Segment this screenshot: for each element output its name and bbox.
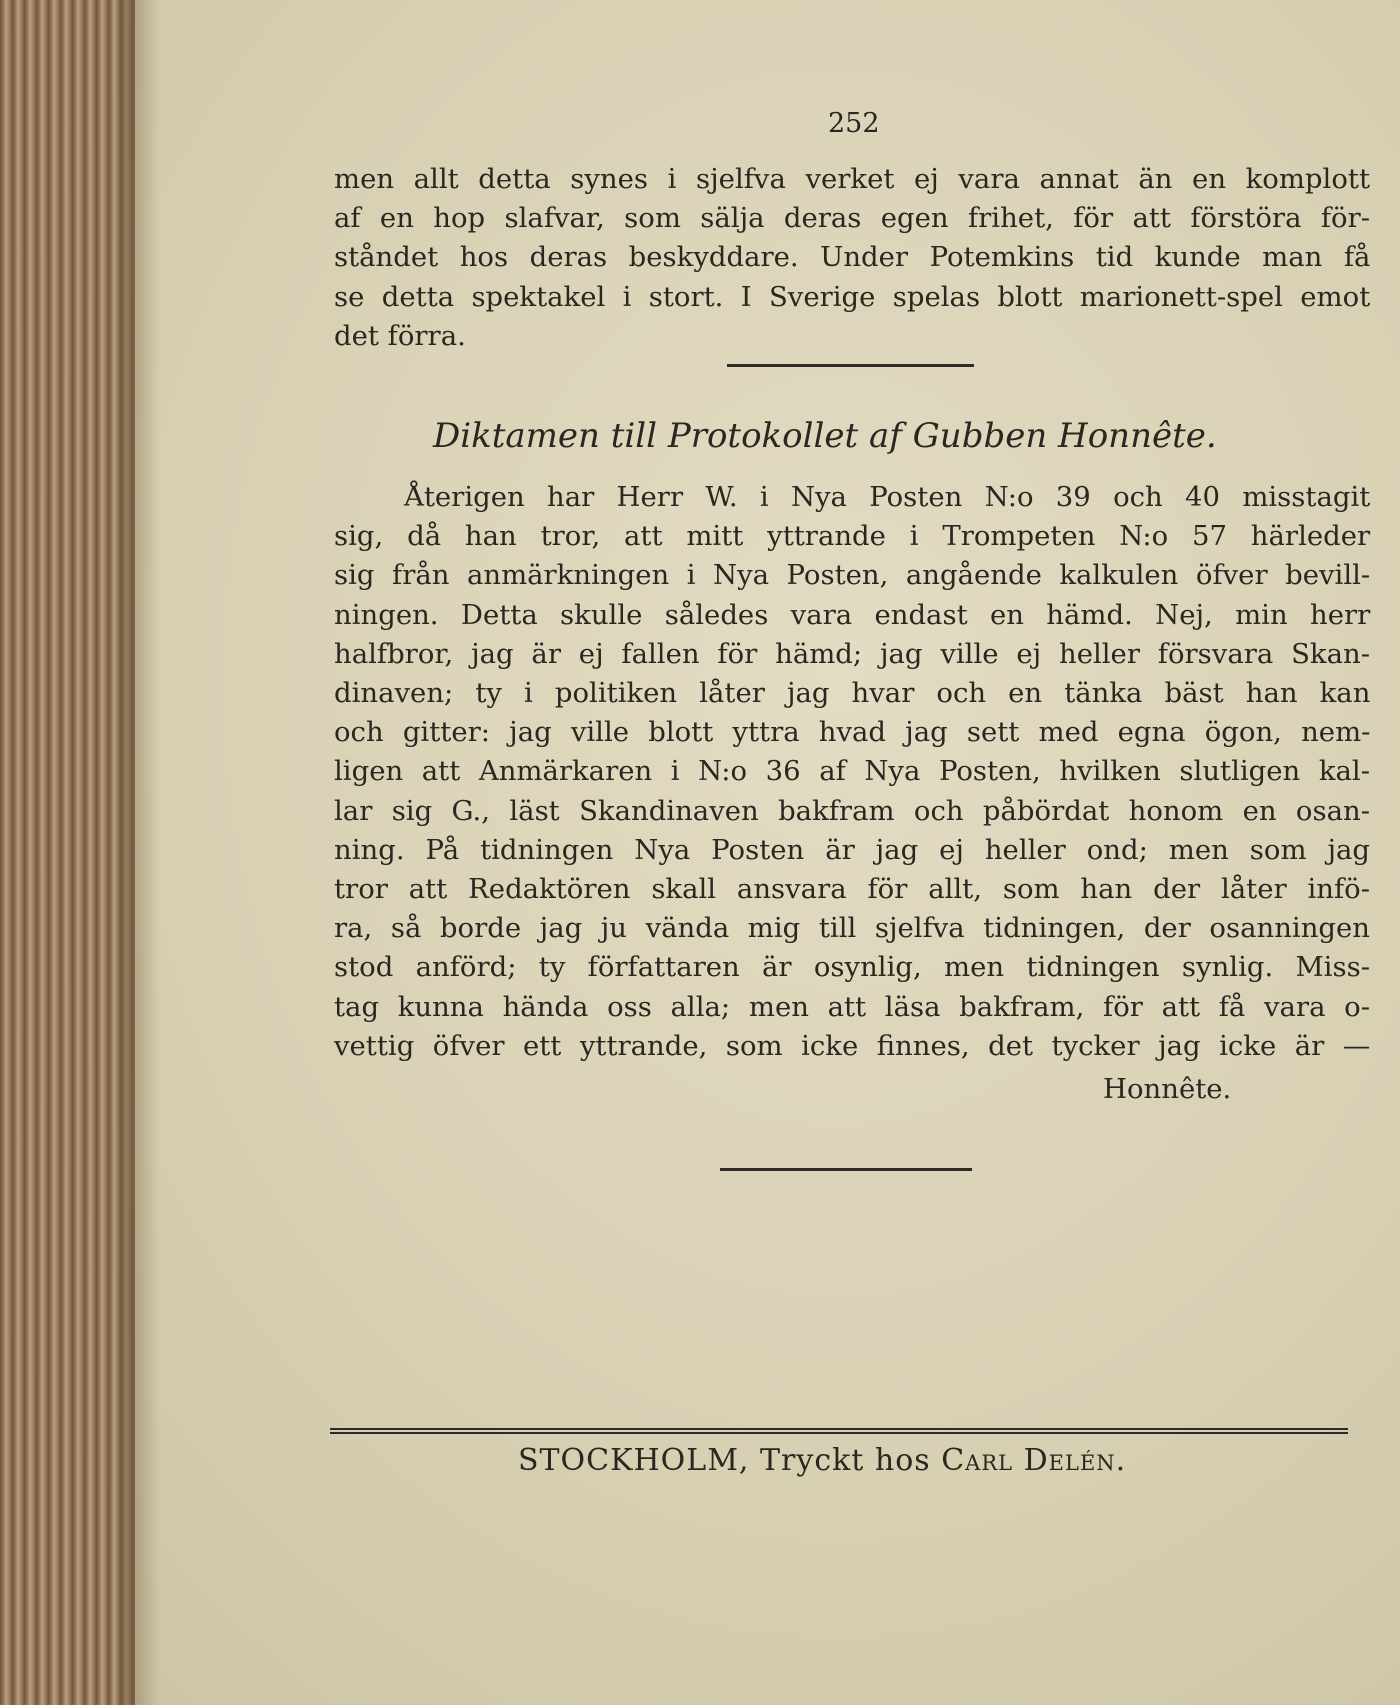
text-line: vettig öfver ett yttrande, som icke finnes, det tycker jag icke är —: [334, 1029, 1371, 1062]
text-line: ståndet hos deras beskyddare. Under Potemkins tid kunde man få: [334, 241, 1371, 274]
book-spine: [0, 0, 135, 1705]
text-line: dinaven; ty i politiken låter jag hvar och en tänka bäst han kan: [334, 677, 1371, 710]
imprint-rule: [330, 1428, 1348, 1434]
text-line: tag kunna hända oss alla; men att läsa bakfram, för att få vara o-: [334, 990, 1370, 1023]
text-line: men allt detta synes i sjelfva verket ej vara annat än en komplott: [334, 163, 1370, 195]
text-line: af en hop slafvar, som sälja deras egen frihet, för att förstöra för-: [334, 202, 1370, 235]
text-line: ning. På tidningen Nya Posten är jag ej heller ond; men som jag: [334, 833, 1370, 866]
text-line: lar sig G., läst Skandinaven bakfram och påbördat honom en osan-: [334, 794, 1370, 827]
paragraph-1: [334, 160, 1370, 356]
text-line: ligen att Anmärkaren i N:o 36 af Nya Posten, hvilken slutligen kal-: [334, 755, 1370, 788]
page-number: 252: [828, 108, 880, 139]
text-line: halfbror, jag är ej fallen för hämd; jag ville ej heller försvara Skan-: [334, 637, 1370, 670]
section-divider: [727, 364, 974, 367]
signature: Honnête.: [1103, 1073, 1232, 1105]
text-line: och gitter: jag ville blott yttra hvad jag sett med egna ögon, nem-: [334, 716, 1371, 749]
text-line: sig, då han tror, att mitt yttrande i Trompeten N:o 57 härleder: [334, 520, 1371, 553]
paragraph-2: [334, 478, 1370, 1066]
text-line: det förra.: [334, 319, 466, 352]
imprint-city: STOCKHOLM,: [518, 1443, 750, 1478]
imprint-printer: Carl Delén.: [941, 1443, 1127, 1478]
printer-imprint: [518, 1443, 1126, 1478]
gutter-shadow: [120, 0, 160, 1705]
text-line: ningen. Detta skulle således vara endast en hämd. Nej, min herr: [334, 598, 1371, 631]
text-line: ra, så borde jag ju vända mig till sjelfva tidningen, der osanningen: [334, 912, 1370, 945]
text-line: se detta spektakel i stort. I Sverige spelas blott marionett-spel emot: [334, 280, 1371, 313]
text-line: tror att Redaktören skall ansvara för allt, som han der låter infö-: [334, 873, 1370, 906]
text-line: stod anförd; ty författaren är osynlig, men tidningen synlig. Miss-: [334, 951, 1370, 984]
text-line: Återigen har Herr W. i Nya Posten N:o 39 och 40 misstagit: [404, 481, 1371, 513]
text-line: sig från anmärkningen i Nya Posten, angående kalkulen öfver bevill-: [334, 559, 1371, 592]
article-heading: Diktamen till Protokollet af Gubben Honnête.: [433, 416, 1217, 456]
imprint-text: Tryckt hos: [760, 1443, 931, 1478]
section-divider: [720, 1168, 972, 1171]
